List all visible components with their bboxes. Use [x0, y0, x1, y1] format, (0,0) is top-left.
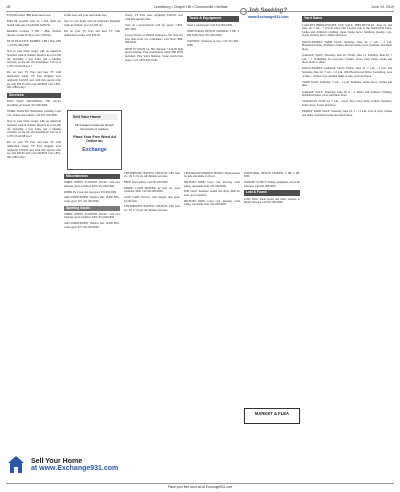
megaphone-icon	[240, 8, 247, 15]
classified-ad: Stay in your home longer with an American Standard walk-in bathtub. Receive up to $1,500 off, including a free toilet, and a lifetime warranty on the tub and installation! Call us at 1-855-534-6198 now!	[7, 50, 61, 69]
classified-ad: clarity. TV Ears were originally $129.95 now with this special offer.	[125, 14, 183, 21]
banner-url[interactable]: www.Exchange931.com	[248, 14, 289, 19]
yard-sales-column	[302, 14, 392, 484]
yard-sale-ad: LARGEST BRIDGESTONE TAX SALE, SHELBYVILLE, June 21 and June 22, 7 am - ? (2-fold sale). Our favorite sale at the Shelbyville Expo, Ladies and children's clothing, shoes, home decor, furniture, jewelry, toys, books, holiday decor, dishes and more.	[302, 22, 392, 38]
classified-ad: WORK WANTED: Handyman, painting, lawn care, honest and reliable. Call 931-359-0000.	[7, 110, 61, 117]
ad-title: Sell Your Home	[72, 114, 117, 120]
classified-ad: CROSSROADS PARKER TENNIS: Tennis lessons for kids and adults. Call now.	[184, 172, 240, 179]
publication-name: Lewisburg • Chapel Hill • Cornersville • Belfast	[154, 5, 228, 9]
section-header-misc: Miscellaneous	[64, 174, 120, 179]
flea-market-box: MARKET & FLEA	[244, 408, 300, 424]
footer-ad-url[interactable]: at www.Exchange931.com	[31, 465, 119, 472]
sell-your-home-footer-ad[interactable]	[7, 448, 297, 482]
classified-ad: DISH TV $59.99 for 190 channels + $14.95 high speed internet. Free installation, smart HD DVR included, Free Voice Remote. Some restrictions apply. Call 1-855-837-9146.	[125, 46, 183, 62]
sell-your-home-ad[interactable]	[67, 110, 122, 170]
section-header-tools: Tools & Equipment	[187, 16, 239, 22]
classified-ad: AIR CONDITIONER: Window unit, 10,000 BTU, works great, $75. 931-000-0000.	[64, 196, 120, 203]
yard-sale-ad: MULTI-FAMILY YARD SALE: Saturday, June 22, 7 a.m. - 1 p.m. Household items, children's clothes, kitchen items, tools, furniture and much more.	[302, 39, 392, 51]
classified-ad: Put on your TV Ears and hear TV with unmatched clarity. TV Ears Original were originally $129.95 now with this special offer are only $59.95 with code MCB59! Call 1-855-993-3386 today!	[7, 141, 61, 160]
classified-ad: CENTERPOINT BAPTIST CHURCH: VBS June 24 - 28, 6 - 8 p.m. All children welcome.	[124, 172, 180, 179]
classified-ad: INDUSTRIAL BENCH SANDER: 5 HP, 3 PH, $300.	[244, 172, 300, 179]
grid-column-3	[184, 172, 240, 450]
ad-body: MLS-based resale ad. Reach thousands of readers.	[75, 123, 114, 131]
classified-ad: LOST DOG: Small brown and white, answers to Buddy. Reward. Call 931-000-0000.	[244, 197, 300, 205]
classified-ad: $599 PR possible sales ad, 1 bed, $220 per month with sale at $120,000, $299 FR.	[7, 20, 61, 27]
classifieds-column-2	[64, 14, 120, 108]
classified-ad: Stay in your home with an American Standard walk-in bathtub, up to $1,500 off.	[64, 19, 120, 27]
section-header-yard-sales: Yard Sales	[302, 16, 392, 22]
grid-column-1	[64, 172, 120, 450]
classified-ad: In this area, sell your used items fast.	[64, 14, 107, 17]
classifieds-column-1	[7, 14, 61, 446]
footer-ad-headline: Sell Your Home	[31, 458, 83, 465]
section-header-services: Services	[7, 93, 61, 99]
classified-ad: BLUE PEACEFUL RABBIT, 2 BR 1 BA, ABS / call 931-999-0000.	[7, 40, 61, 47]
page-number: 1B	[6, 5, 11, 9]
yard-sale-ad: GARAGE SALE: Thursday, June 20, 8 - 2. Men's and women's clothing, household items, tools and much more.	[302, 89, 392, 98]
job-seeking-banner[interactable]	[240, 8, 295, 20]
classified-ad: WANTED TO BUY: Fishing equipment, old tackle and lures. Call 931-000-0000.	[244, 181, 300, 188]
classifieds-column-4	[187, 14, 239, 106]
grid-column-2	[124, 172, 180, 450]
classified-ad: BOW WOW GROOMING: Full service grooming, all breeds, 931-000-0000.	[7, 100, 61, 107]
classified-ad: THREE WHEEL SCOOTER: Electric, with new batteries, good condition. $350, 931-000-0000.	[64, 213, 120, 220]
banner-title: Job Seeking?	[248, 8, 288, 14]
classified-ad: Need a warehouse? Call 931-000-0000.	[187, 22, 233, 27]
classified-ad: Put on your TV Ears and hear TV with unmatched clarity. TV Ears Original were originally $129.95 now with this special offer are only $59.95 with code MCB59! Call 1-855-993-3386 today!	[7, 71, 61, 90]
yard-sale-ad: SATURDAY, JUNE 22, 7 a.m. - noon. Toys, baby items, clothes, furniture, home decor, books and more.	[302, 99, 392, 107]
classified-ad: FOR SALE: Kenmore washer and dryer, $200 for both, good condition.	[184, 190, 240, 197]
yard-sale-ad: YARD SALE: Saturday, 7 a.m. - 1 p.m. Furniture, home decor, clothes and misc.	[302, 79, 392, 88]
yard-sale-ad: GARAGE SALE: Thursday, June 20, Friday, June 21, Saturday, June 22, 7 a.m. - ?. Something for everyone. Clothes, shoes, baby items, books and more. Rain or shine.	[302, 53, 392, 65]
house-icon	[7, 456, 25, 474]
issue-date: June 19, 2019	[371, 5, 394, 9]
classified-ad: RIDING LAWN MOWER: 42 inch cut, good condition, $450. Call 931-000-0000.	[124, 187, 180, 194]
classified-ad: THREE WHEEL SCOOTER: Electric, with new batteries, good condition. $350, 931-000-0000.	[64, 181, 120, 188]
section-header-sporting-goods: Sporting Goods	[64, 206, 120, 211]
ad-call-to-action[interactable]: Place Your Free Word Ad Online at:	[73, 134, 116, 143]
classified-ad: Lowest Prices on Health Insurance. We have the best rates from top companies! Call Now! 888-690-8240.	[125, 33, 183, 45]
classified-ad: AIR CONDITIONER: Window unit, 10,000 BTU, works great, $75. 931-000-0000.	[64, 222, 120, 229]
classified-ad: WANTED: Someone to buy. Call 931-000-0000.	[187, 39, 239, 47]
classified-ad: $750,000 rental, 3BR house near town.	[7, 14, 51, 17]
classified-ad: GOLF CART: Electric, with charger, runs great, $1,500 firm.	[124, 196, 180, 203]
classified-ad: RIDER 28, 4 year old, runs good. 931-000-0000.	[64, 190, 117, 194]
classifieds-column-3	[125, 14, 183, 108]
classified-ad: CENTERPOINT BAPTIST CHURCH: VBS June 24 - 28, 6 - 8 p.m. All children welcome.	[124, 205, 180, 212]
page-header	[6, 3, 394, 12]
classified-ad: INDUSTRIAL BENCH SANDER, 5 HP, 3 PH, $300 firm, 931-000-0000.	[187, 29, 239, 37]
classified-ad: FREE: Wood pallets. Call 931-000-0000.	[124, 181, 169, 185]
yard-sale-ad: FAMILY YARD SALE: Saturday, June 22, 7 - 11 a.m. Lots of baby clothes and items, household items and much more.	[302, 109, 392, 117]
classified-ad: MICHAEL KIRK: Lawn care, mowing, weed eating, reasonable rates. 931-000-0000.	[184, 199, 240, 207]
yard-sale-ad: MULTI-FAMILY GARAGE SALE: Friday, June 21, 7 a.m. - 3 p.m. and Saturday, June 22, 7 a.m. - 12 p.m. 1004 Beechwood Drive, Lewisburg. Lots of misc., clothes, toys, kitchen items, books, tools and more.	[302, 66, 392, 78]
classified-ad: Beautiful location, 3 BR / 2BA, flexible deposit, washer & dryer, rent 1,500/mo.	[7, 30, 61, 37]
classified-ad: Stay in your home longer with an American Standard walk-in bathtub. Receive up to $1,500 off, including a free toilet, and a lifetime warranty on the tub and installation! Call us at 1-855-534-6198 now!	[7, 120, 61, 139]
classified-ad: Save on a prescription! Call for quote: 1-855-993-3381.	[125, 23, 183, 31]
classified-ad: MICHAEL KIRK: Lawn care, mowing, weed eating, reasonable rates. 931-000-0000.	[184, 181, 240, 188]
classified-ad: Put on your TV Ears and hear TV with unmatched clarity, only $59.95.	[64, 29, 120, 37]
page-footer	[6, 483, 394, 489]
section-header-lost-found: Lost & Found	[244, 190, 300, 195]
exchange-logo: Exchange	[82, 146, 107, 153]
footer-text: Place your free word ad at Exchange931.com	[167, 485, 233, 489]
